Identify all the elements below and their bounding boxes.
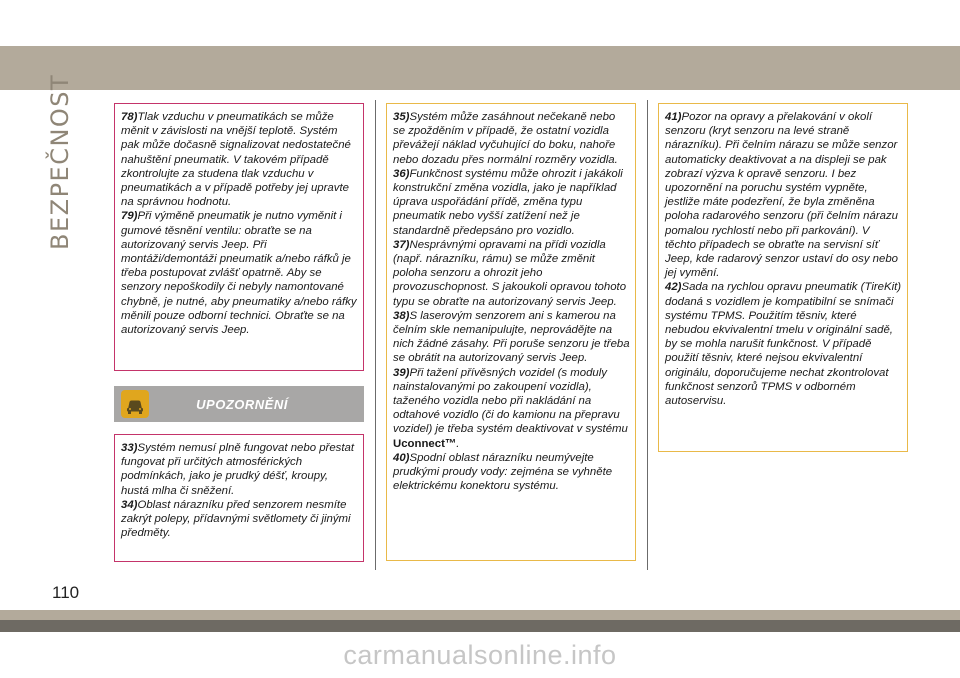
warning-header — [114, 386, 364, 422]
note-list — [121, 110, 358, 337]
warning-text-end: . — [456, 437, 460, 450]
warning-title: UPOZORNĚNÍ — [196, 396, 288, 412]
note-text: Tlak vzduchu v pneumatikách se může měnit v závislosti na vnější teplotě. Systém pak může dočasně signalizovat nedostatečné nahuštění pneumatik. V takovém případě zkontrolujte za studena tlak vzduchu v pneumatikách a v případě potřeby jej upravte na správnou hodnotu. — [121, 111, 351, 209]
header-band-divider — [0, 90, 960, 92]
warning-text: S laserovým senzorem ani s kamerou na čelním skle nemanipulujte, neprovádějte na nich žádné zásahy. Při poruše senzoru je třeba se obrátit na autorizovaný servis Jeep. — [393, 309, 630, 365]
warning-item — [665, 280, 902, 408]
warning-item — [665, 110, 902, 280]
warning-number: 42) — [665, 281, 682, 294]
warning-car-icon — [120, 389, 150, 419]
warning-text: Systém může zasáhnout nečekaně nebo se zpožděním v případě, že ostatní vozidla převážejí náklad vyčuhující do boku, nahoře nebo dozadu přes normální rozměry vozidla. — [393, 111, 618, 166]
warning-text: Systém nemusí plně fungovat nebo přestat fungovat při určitých atmosférických podmínkách, jako je prudký déšť, kroupy, hustá mlha či sněžení. — [121, 442, 355, 497]
warning-number: 41) — [665, 111, 682, 123]
warning-number: 37) — [393, 238, 410, 251]
brand-name: Uconnect™ — [393, 437, 457, 450]
column-divider-2 — [647, 100, 648, 570]
section-title: BEZPEČNOST — [46, 73, 74, 250]
warning-number: 33) — [121, 442, 138, 454]
warning-list — [665, 110, 902, 408]
warning-number: 38) — [393, 309, 410, 322]
note-item — [121, 110, 358, 209]
warning-item — [393, 167, 630, 238]
warning-number: 40) — [393, 451, 410, 464]
warning-item — [393, 309, 630, 366]
warning-box-35-40 — [386, 103, 636, 561]
warning-number: 36) — [393, 167, 410, 180]
footer-band-dark — [0, 620, 960, 632]
watermark-text: carmanualsonline.info — [343, 640, 617, 670]
warning-text: Pozor na opravy a přelakování v okolí senzoru (kryt senzoru na levé straně nárazníku). Při čelním nárazu se může senzor automaticky deaktivovat a na displeji se pak zobrazí výzva k opravě senzoru. I bez upozornění na poruchu systém vypněte, jestliže máte podezření, že byla změněna poloha radarového senzoru (při čelním nárazu pomalou rychlostí nebo při parkování). V těchto případech se obraťte na servisní síť Jeep, kde radarový senzor ustaví do osy nebo jej vymění. — [665, 111, 899, 280]
footer-band — [0, 610, 960, 620]
warning-text: Oblast nárazníku před senzorem nesmíte zakrýt polepy, přídavnými světlomety či jinými předměty. — [121, 498, 351, 540]
warning-text: Nesprávnými opravami na přídi vozidla (např. nárazníku, rámu) se může změnit poloha senzoru a ohrozit jeho provozuschopnost. S jakoukoli opravou tohoto typu se obraťte na autorizovaný servis Jeep. — [393, 238, 627, 308]
note-number: 78) — [121, 111, 138, 123]
note-number: 79) — [121, 210, 138, 223]
warning-list — [393, 110, 630, 493]
warning-item — [393, 366, 630, 451]
warning-item — [393, 451, 630, 494]
top-margin — [0, 0, 960, 12]
warning-box-33-34 — [114, 434, 364, 562]
warning-item — [121, 441, 358, 498]
warning-number: 35) — [393, 111, 410, 123]
warning-box-41-42 — [658, 103, 908, 452]
header-band — [0, 46, 960, 90]
warning-list — [121, 441, 358, 540]
note-text: Při výměně pneumatik je nutno vyměnit i gumové těsnění ventilu: obraťte se na autorizovaný servis Jeep. Při montáži/demontáži pneumatik a/nebo ráfků je třeba postupovat zvlášť opatrně. Aby se senzory nepoškodily či nebyly namontované chybně, je nutné, aby pneumatiky a/nebo ráfky měnili pouze odborní technici. Obraťte se na autorizovaný servis Jeep. — [121, 210, 357, 337]
warning-text: Spodní oblast nárazníku neumývejte prudkými proudy vody: zejména se vyhněte elektrickému konektoru systému. — [393, 451, 613, 493]
note-box-78-79 — [114, 103, 364, 371]
warning-text: Při tažení přívěsných vozidel (s moduly nainstalovanými po zakoupení vozidla), taženého vozidla nebo při nakládání na odtahové vozidlo (či do kamionu na přepravu vozidel) je třeba systém deaktivovat v systému — [393, 366, 628, 436]
warning-item — [121, 498, 358, 541]
warning-text: Sada na rychlou opravu pneumatik (TireKit) dodaná s vozidlem je kompatibilní se snímači systému TPMS. Použitím těsniv, které nebudou ekvivalentní tmelu v originální sadě, by se mohla narušit funkčnost. V případě použití těsniv, které nejsou ekvivalentní originálu, doporučujeme nechat zkontrolovat funkčnost senzorů TPMS v odborném autoservisu. — [665, 281, 902, 408]
warning-number: 34) — [121, 498, 138, 511]
column-divider-1 — [375, 100, 376, 570]
warning-text: Funkčnost systému může ohrozit i jakákoli konstrukční změna vozidla, jako je například úprava uspořádání přídě, změna typu pneumatik nebo vyšší zatížení než je standardně předepsáno pro vozidlo. — [393, 167, 623, 237]
warning-item — [393, 238, 630, 309]
warning-number: 39) — [393, 366, 410, 379]
warning-item — [393, 110, 630, 167]
page-number: 110 — [52, 583, 80, 602]
note-item — [121, 209, 358, 337]
